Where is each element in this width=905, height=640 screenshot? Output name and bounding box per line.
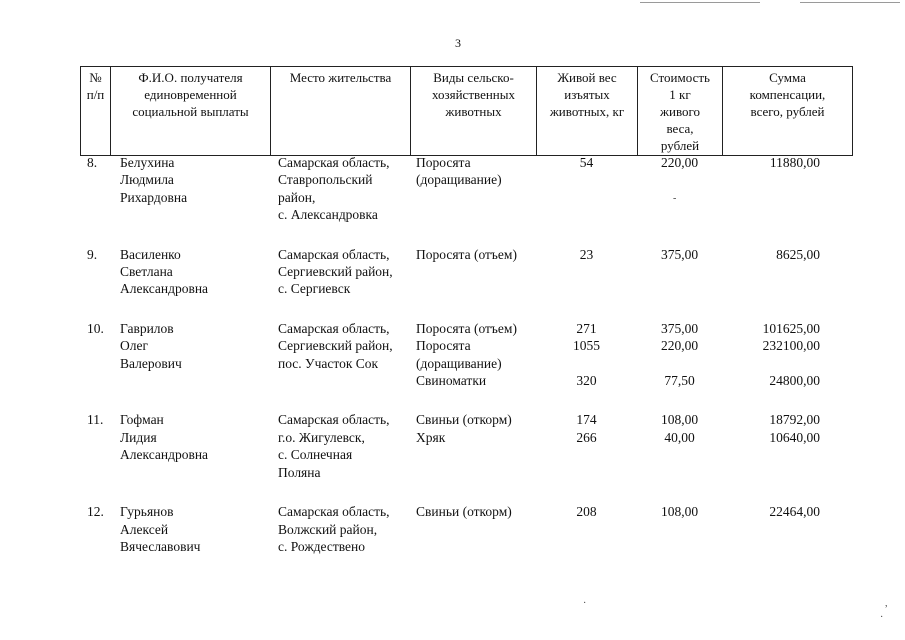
text-line: Поросята (отъем): [416, 320, 517, 336]
scan-mark: ·: [583, 598, 587, 609]
compensation-sum: [722, 154, 852, 224]
compensation-sum: [722, 503, 852, 555]
text-line: район,: [278, 189, 316, 205]
text-line: 375,00: [660, 320, 699, 336]
text-line: п/п: [86, 87, 105, 102]
compensation-sum: [722, 411, 852, 481]
text-line: 220,00: [660, 155, 699, 170]
text-line: Гаврилов: [120, 320, 174, 336]
text-line: 24800,00: [769, 373, 820, 389]
live-weight: [536, 154, 637, 224]
top-rule-right: [800, 2, 900, 3]
blank-line: [536, 355, 637, 372]
row-number: 9.: [87, 246, 98, 262]
text-line: 1 кг: [669, 87, 691, 102]
text-line: 22464,00: [769, 504, 820, 520]
blank-line: [722, 355, 820, 372]
live-weight: [536, 503, 637, 555]
text-line: Белухина: [120, 155, 175, 170]
header-price-per-kg: [638, 67, 723, 156]
scan-mark: -: [673, 193, 677, 204]
table-header: [80, 66, 853, 156]
data-table: [80, 154, 852, 555]
header-recipient-name: [111, 67, 271, 156]
recipient-name: [110, 411, 270, 481]
text-line: Свиньи (откорм): [416, 412, 512, 428]
text-line: Свиноматки: [416, 373, 487, 389]
text-line: 208: [576, 504, 597, 520]
text-line: всего, рублей: [750, 104, 825, 119]
text-line: с. Александровка: [278, 207, 378, 223]
text-line: Самарская область,: [278, 155, 390, 170]
header-number: [81, 67, 111, 156]
text-line: 8625,00: [776, 246, 820, 262]
row-spacer: [80, 298, 852, 320]
price-per-kg: [637, 411, 722, 481]
text-line: Поляна: [278, 464, 321, 480]
animal-types: [410, 411, 536, 481]
live-weight: [536, 411, 637, 481]
text-line: Место жительства: [289, 70, 392, 85]
scan-mark: ·: [880, 612, 884, 623]
text-line: г.о. Жигулевск,: [278, 429, 365, 445]
text-line: Самарская область,: [278, 412, 390, 428]
text-line: Живой вес: [557, 70, 617, 85]
price-per-kg: [637, 503, 722, 555]
text-line: Александровна: [120, 281, 209, 297]
text-line: 266: [576, 429, 597, 445]
text-line: Вячеславович: [120, 538, 201, 554]
text-line: Гурьянов: [120, 504, 174, 520]
animal-types: [410, 154, 536, 224]
text-line: Гофман: [120, 412, 164, 428]
row-spacer: [80, 389, 852, 411]
recipient-name: [110, 154, 270, 224]
animal-types: [410, 320, 536, 390]
text-line: Поросята: [416, 155, 471, 170]
header-compensation-total: [723, 67, 853, 156]
text-line: Александровна: [120, 447, 209, 463]
recipient-name: [110, 320, 270, 390]
text-line: Лидия: [120, 429, 157, 445]
text-line: Свиньи (откорм): [416, 504, 512, 520]
text-line: 11880,00: [769, 155, 820, 170]
text-line: хозяйственных: [431, 87, 515, 102]
residence: [270, 503, 410, 555]
text-line: 108,00: [660, 504, 699, 520]
blank-line: [637, 355, 722, 372]
page-number: 3: [455, 36, 461, 50]
text-line: Волжский район,: [278, 521, 378, 537]
text-line: животных: [445, 104, 502, 119]
text-line: Поросята: [416, 338, 471, 354]
text-line: Сумма: [769, 70, 806, 85]
recipient-name: [110, 246, 270, 298]
residence: [270, 246, 410, 298]
text-line: Ставропольский: [278, 172, 373, 188]
text-line: пос. Участок Сок: [278, 355, 379, 371]
compensation-sum: [722, 246, 852, 298]
text-line: Ф.И.О. получателя: [138, 70, 243, 85]
text-line: Валерович: [120, 355, 182, 371]
text-line: животных, кг: [549, 104, 625, 119]
table-row: [80, 411, 852, 481]
text-line: рублей: [660, 138, 700, 153]
text-line: 23: [579, 246, 594, 262]
price-per-kg: [637, 320, 722, 390]
text-line: Василенко: [120, 246, 181, 262]
text-line: единовременной: [144, 87, 237, 102]
text-line: живого: [660, 104, 700, 119]
text-line: 54: [579, 155, 594, 170]
live-weight: [536, 320, 637, 390]
text-line: 320: [576, 373, 597, 389]
text-line: 220,00: [660, 338, 699, 354]
row-spacer-cell: [80, 481, 852, 503]
text-line: Хряк: [416, 429, 446, 445]
text-line: Светлана: [120, 264, 173, 280]
row-spacer-cell: [80, 389, 852, 411]
text-line: №: [89, 70, 102, 85]
text-line: 174: [576, 412, 597, 428]
text-line: 232100,00: [762, 338, 820, 354]
text-line: Алексей: [120, 521, 169, 537]
animal-types: [410, 503, 536, 555]
text-line: Самарская область,: [278, 246, 390, 262]
compensation-sum: [722, 320, 852, 390]
text-line: 40,00: [664, 429, 695, 445]
header-residence: [271, 67, 411, 156]
text-line: социальной выплаты: [132, 104, 249, 119]
live-weight: [536, 246, 637, 298]
residence: [270, 320, 410, 390]
text-line: изъятых: [564, 87, 610, 102]
row-number: 11.: [87, 412, 104, 428]
text-line: с. Сергиевск: [278, 281, 351, 297]
text-line: (доращивание): [416, 172, 502, 188]
price-per-kg: [637, 154, 722, 224]
text-line: Поросята (отъем): [416, 246, 517, 262]
residence: [270, 411, 410, 481]
text-line: Стоимость: [650, 70, 710, 85]
row-number: 12.: [87, 504, 104, 520]
table-row: [80, 154, 852, 224]
scan-mark: ,: [885, 598, 888, 609]
text-line: компенсации,: [749, 87, 826, 102]
animal-types: [410, 246, 536, 298]
row-spacer: [80, 224, 852, 246]
recipient-name: [110, 503, 270, 555]
table-row: [80, 503, 852, 555]
text-line: Самарская область,: [278, 504, 390, 520]
text-line: 375,00: [660, 246, 699, 262]
text-line: 1055: [573, 338, 600, 354]
text-line: 108,00: [660, 412, 699, 428]
text-line: Олег: [120, 338, 149, 354]
header-live-weight: [537, 67, 638, 156]
text-line: Сергиевский район,: [278, 264, 393, 280]
text-line: 271: [576, 320, 597, 336]
text-line: с. Солнечная: [278, 447, 353, 463]
text-line: Самарская область,: [278, 320, 390, 336]
row-spacer-cell: [80, 298, 852, 320]
row-number: 10.: [87, 320, 104, 336]
text-line: веса,: [666, 121, 694, 136]
row-number: 8.: [87, 155, 98, 170]
row-spacer: [80, 481, 852, 503]
residence: [270, 154, 410, 224]
top-rule-left: [640, 2, 760, 3]
table-row: [80, 320, 852, 390]
text-line: Сергиевский район,: [278, 338, 393, 354]
text-line: 101625,00: [762, 320, 820, 336]
price-per-kg: [637, 246, 722, 298]
text-line: 77,50: [664, 373, 695, 389]
text-line: Виды сельско-: [433, 70, 514, 85]
header-animal-types: [411, 67, 537, 156]
text-line: 10640,00: [769, 429, 820, 445]
text-line: с. Рождествено: [278, 538, 366, 554]
text-line: Людмила: [120, 172, 174, 188]
text-line: 18792,00: [769, 412, 820, 428]
row-spacer-cell: [80, 224, 852, 246]
text-line: Рихардовна: [120, 189, 188, 205]
text-line: (доращивание): [416, 355, 502, 371]
table-row: [80, 246, 852, 298]
